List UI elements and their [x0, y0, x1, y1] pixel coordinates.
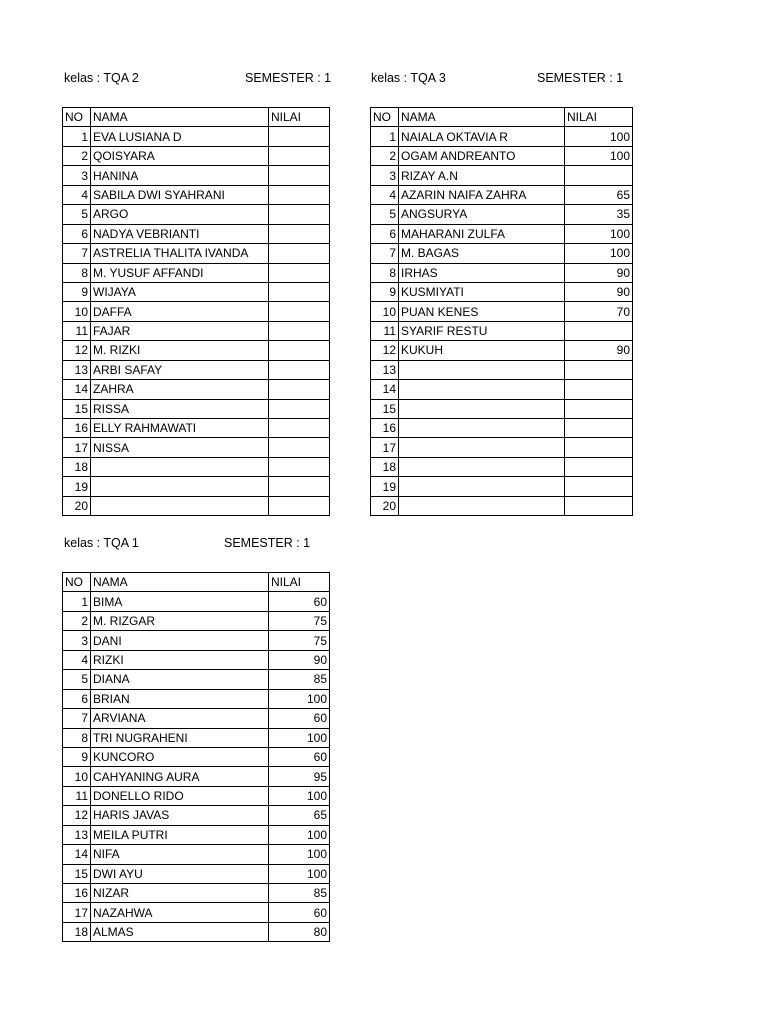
cell-nama [91, 496, 269, 515]
cell-no: 12 [63, 806, 91, 825]
cell-nama: M. BAGAS [399, 244, 565, 263]
cell-no: 6 [63, 224, 91, 243]
grade-table [62, 572, 330, 942]
cell-no: 11 [63, 786, 91, 805]
table-row [63, 496, 330, 515]
table-row [371, 496, 633, 515]
table-row [63, 728, 330, 747]
cell-nilai [269, 166, 330, 185]
cell-nilai: 85 [269, 670, 330, 689]
cell-nilai: 90 [269, 650, 330, 669]
cell-nama: ARGO [91, 205, 269, 224]
cell-no: 10 [63, 767, 91, 786]
table-row [371, 341, 633, 360]
cell-no: 1 [63, 127, 91, 146]
cell-nilai: 100 [269, 864, 330, 883]
cell-nilai [565, 166, 633, 185]
table-row [371, 205, 633, 224]
cell-nilai: 100 [269, 728, 330, 747]
table-row [371, 457, 633, 476]
cell-nilai [269, 360, 330, 379]
cell-nilai [269, 146, 330, 165]
cell-nilai [269, 263, 330, 282]
cell-nilai: 65 [269, 806, 330, 825]
header-nama: NAMA [91, 108, 269, 127]
cell-no: 7 [63, 244, 91, 263]
table-row [371, 185, 633, 204]
class-label: kelas : TQA 1 [64, 536, 139, 550]
header-nilai: NILAI [269, 573, 330, 592]
header-nama: NAMA [399, 108, 565, 127]
cell-no: 16 [63, 884, 91, 903]
cell-nilai: 100 [565, 146, 633, 165]
cell-nama: KUSMIYATI [399, 282, 565, 301]
cell-nama [399, 380, 565, 399]
cell-nama: ASTRELIA THALITA IVANDA [91, 244, 269, 263]
cell-nama: NISSA [91, 438, 269, 457]
cell-nama: NIZAR [91, 884, 269, 903]
cell-no: 10 [371, 302, 399, 321]
table-row [63, 650, 330, 669]
cell-no: 13 [371, 360, 399, 379]
table-row [63, 786, 330, 805]
cell-no: 6 [371, 224, 399, 243]
cell-no: 17 [63, 903, 91, 922]
table-row [371, 438, 633, 457]
cell-no: 8 [63, 728, 91, 747]
cell-no: 18 [371, 457, 399, 476]
cell-nama: QOISYARA [91, 146, 269, 165]
cell-no: 17 [371, 438, 399, 457]
table-header-row [63, 573, 330, 592]
header-no: NO [371, 108, 399, 127]
table-row [371, 419, 633, 438]
semester-label: SEMESTER : 1 [537, 71, 624, 85]
cell-no: 14 [371, 380, 399, 399]
table-row [63, 146, 330, 165]
table-row [63, 845, 330, 864]
cell-nama [399, 496, 565, 515]
cell-nama: FAJAR [91, 321, 269, 340]
cell-nama: PUAN KENES [399, 302, 565, 321]
cell-no: 19 [63, 477, 91, 496]
cell-nilai [269, 185, 330, 204]
table-row [63, 825, 330, 844]
table-row [63, 341, 330, 360]
cell-nilai [269, 419, 330, 438]
cell-nama: IRHAS [399, 263, 565, 282]
cell-no: 8 [63, 263, 91, 282]
table-row [63, 166, 330, 185]
cell-nilai: 75 [269, 631, 330, 650]
table-row [63, 689, 330, 708]
cell-nilai: 60 [269, 709, 330, 728]
cell-nilai: 70 [565, 302, 633, 321]
cell-no: 12 [371, 341, 399, 360]
table-row [63, 127, 330, 146]
cell-no: 20 [371, 496, 399, 515]
cell-nilai: 60 [269, 903, 330, 922]
cell-nilai: 100 [269, 786, 330, 805]
cell-no: 11 [371, 321, 399, 340]
cell-nilai [269, 321, 330, 340]
cell-nilai [565, 477, 633, 496]
table-row [63, 864, 330, 883]
table-row [371, 282, 633, 301]
cell-nama [399, 477, 565, 496]
table-row [371, 477, 633, 496]
table-row [371, 224, 633, 243]
cell-nama: NIFA [91, 845, 269, 864]
cell-nama: RIZKI [91, 650, 269, 669]
table-row [63, 611, 330, 630]
cell-nama: ELLY RAHMAWATI [91, 419, 269, 438]
table-row [371, 146, 633, 165]
table-row [371, 321, 633, 340]
cell-no: 7 [63, 709, 91, 728]
cell-nilai: 90 [565, 282, 633, 301]
cell-nama: ANGSURYA [399, 205, 565, 224]
cell-nilai [269, 302, 330, 321]
cell-nilai [269, 380, 330, 399]
table-row [63, 263, 330, 282]
table-row [63, 709, 330, 728]
cell-no: 11 [63, 321, 91, 340]
cell-nilai [565, 399, 633, 418]
cell-no: 17 [63, 438, 91, 457]
cell-nama: HARIS JAVAS [91, 806, 269, 825]
cell-nama: M. RIZKI [91, 341, 269, 360]
cell-no: 5 [371, 205, 399, 224]
cell-nilai: 100 [565, 224, 633, 243]
table-row [63, 477, 330, 496]
grade-table [370, 107, 633, 516]
cell-nama: ALMAS [91, 922, 269, 941]
cell-nilai: 100 [269, 825, 330, 844]
class-label: kelas : TQA 2 [64, 71, 139, 85]
table-row [63, 399, 330, 418]
cell-nilai [269, 127, 330, 146]
cell-no: 5 [63, 670, 91, 689]
cell-nama: RISSA [91, 399, 269, 418]
table-row [63, 631, 330, 650]
cell-no: 20 [63, 496, 91, 515]
cell-nama: DONELLO RIDO [91, 786, 269, 805]
header-no: NO [63, 573, 91, 592]
grade-table [62, 107, 330, 516]
cell-nilai [565, 438, 633, 457]
cell-nilai: 100 [565, 127, 633, 146]
table-row [63, 282, 330, 301]
table-row [371, 360, 633, 379]
cell-nama: WIJAYA [91, 282, 269, 301]
cell-nilai: 95 [269, 767, 330, 786]
cell-nama: ARVIANA [91, 709, 269, 728]
table-row [371, 263, 633, 282]
cell-nama: AZARIN NAIFA ZAHRA [399, 185, 565, 204]
cell-nama: M. YUSUF AFFANDI [91, 263, 269, 282]
table-row [63, 360, 330, 379]
cell-no: 13 [63, 360, 91, 379]
cell-nama: MAHARANI ZULFA [399, 224, 565, 243]
cell-nama: EVA LUSIANA D [91, 127, 269, 146]
cell-nama: M. RIZGAR [91, 611, 269, 630]
table-row [371, 244, 633, 263]
header-nama: NAMA [91, 573, 269, 592]
cell-no: 6 [63, 689, 91, 708]
table-row [63, 884, 330, 903]
semester-label: SEMESTER : 1 [245, 71, 332, 85]
cell-no: 9 [371, 282, 399, 301]
cell-nama: KUKUH [399, 341, 565, 360]
cell-no: 7 [371, 244, 399, 263]
cell-no: 15 [371, 399, 399, 418]
cell-no: 16 [63, 419, 91, 438]
table-row [63, 185, 330, 204]
cell-no: 14 [63, 380, 91, 399]
cell-nama [91, 457, 269, 476]
table-row [371, 380, 633, 399]
cell-nilai [269, 496, 330, 515]
cell-nama [399, 438, 565, 457]
cell-no: 9 [63, 282, 91, 301]
cell-nama: ZAHRA [91, 380, 269, 399]
cell-no: 2 [63, 611, 91, 630]
cell-no: 8 [371, 263, 399, 282]
cell-nama [399, 419, 565, 438]
cell-nilai [269, 438, 330, 457]
table-header-row [63, 108, 330, 127]
cell-nilai [269, 341, 330, 360]
cell-nilai: 90 [565, 341, 633, 360]
cell-nama: DAFFA [91, 302, 269, 321]
cell-no: 9 [63, 747, 91, 766]
cell-no: 15 [63, 399, 91, 418]
cell-no: 4 [63, 650, 91, 669]
cell-nama: SABILA DWI SYAHRANI [91, 185, 269, 204]
table-row [371, 166, 633, 185]
cell-nilai: 90 [565, 263, 633, 282]
cell-no: 3 [371, 166, 399, 185]
cell-no: 1 [63, 592, 91, 611]
cell-no: 19 [371, 477, 399, 496]
cell-no: 12 [63, 341, 91, 360]
table-row [63, 419, 330, 438]
cell-nilai: 75 [269, 611, 330, 630]
cell-nilai: 100 [269, 845, 330, 864]
table-row [371, 127, 633, 146]
cell-no: 14 [63, 845, 91, 864]
table-row [63, 767, 330, 786]
cell-no: 2 [371, 146, 399, 165]
cell-no: 15 [63, 864, 91, 883]
cell-nilai: 65 [565, 185, 633, 204]
cell-nama: DANI [91, 631, 269, 650]
cell-nilai: 80 [269, 922, 330, 941]
cell-nama [399, 399, 565, 418]
cell-no: 1 [371, 127, 399, 146]
cell-no: 2 [63, 146, 91, 165]
cell-no: 4 [63, 185, 91, 204]
cell-nilai [269, 205, 330, 224]
cell-nama: DWI AYU [91, 864, 269, 883]
table-row [63, 747, 330, 766]
cell-no: 18 [63, 922, 91, 941]
cell-nama [399, 457, 565, 476]
cell-nama [91, 477, 269, 496]
cell-nilai [565, 457, 633, 476]
cell-nama: DIANA [91, 670, 269, 689]
cell-nilai: 100 [565, 244, 633, 263]
table-row [371, 399, 633, 418]
table-row [63, 302, 330, 321]
cell-nilai: 100 [269, 689, 330, 708]
table-row [63, 922, 330, 941]
table-row [63, 321, 330, 340]
cell-nilai [565, 360, 633, 379]
cell-no: 10 [63, 302, 91, 321]
table-row [63, 670, 330, 689]
cell-nilai [269, 399, 330, 418]
table-row [63, 205, 330, 224]
cell-nama [399, 360, 565, 379]
cell-nilai [565, 419, 633, 438]
cell-nama: NAZAHWA [91, 903, 269, 922]
cell-nama: KUNCORO [91, 747, 269, 766]
cell-nama: HANINA [91, 166, 269, 185]
cell-no: 13 [63, 825, 91, 844]
table-row [63, 438, 330, 457]
cell-nilai: 85 [269, 884, 330, 903]
cell-no: 3 [63, 166, 91, 185]
cell-no: 3 [63, 631, 91, 650]
cell-nilai [565, 496, 633, 515]
table-row [371, 302, 633, 321]
cell-no: 18 [63, 457, 91, 476]
cell-nilai [269, 477, 330, 496]
cell-no: 5 [63, 205, 91, 224]
cell-nama: MEILA PUTRI [91, 825, 269, 844]
header-no: NO [63, 108, 91, 127]
table-row [63, 806, 330, 825]
cell-no: 4 [371, 185, 399, 204]
cell-nama: CAHYANING AURA [91, 767, 269, 786]
cell-nilai: 60 [269, 592, 330, 611]
cell-nama: SYARIF RESTU [399, 321, 565, 340]
cell-nama: OGAM ANDREANTO [399, 146, 565, 165]
cell-no: 16 [371, 419, 399, 438]
cell-nilai [565, 380, 633, 399]
class-label: kelas : TQA 3 [371, 71, 446, 85]
cell-nilai [269, 282, 330, 301]
table-row [63, 903, 330, 922]
cell-nama: NAIALA OKTAVIA R [399, 127, 565, 146]
table-row [63, 244, 330, 263]
header-nilai: NILAI [269, 108, 330, 127]
table-row [63, 457, 330, 476]
cell-nilai: 35 [565, 205, 633, 224]
cell-nama: RIZAY A.N [399, 166, 565, 185]
cell-nilai: 60 [269, 747, 330, 766]
cell-nilai [565, 321, 633, 340]
cell-nama: NADYA VEBRIANTI [91, 224, 269, 243]
cell-nilai [269, 244, 330, 263]
cell-nama: ARBI SAFAY [91, 360, 269, 379]
cell-nama: BRIAN [91, 689, 269, 708]
cell-nama: BIMA [91, 592, 269, 611]
table-row [63, 380, 330, 399]
cell-nilai [269, 457, 330, 476]
table-row [63, 224, 330, 243]
header-nilai: NILAI [565, 108, 633, 127]
table-header-row [371, 108, 633, 127]
semester-label: SEMESTER : 1 [224, 536, 311, 550]
cell-nilai [269, 224, 330, 243]
cell-nama: TRI NUGRAHENI [91, 728, 269, 747]
table-row [63, 592, 330, 611]
